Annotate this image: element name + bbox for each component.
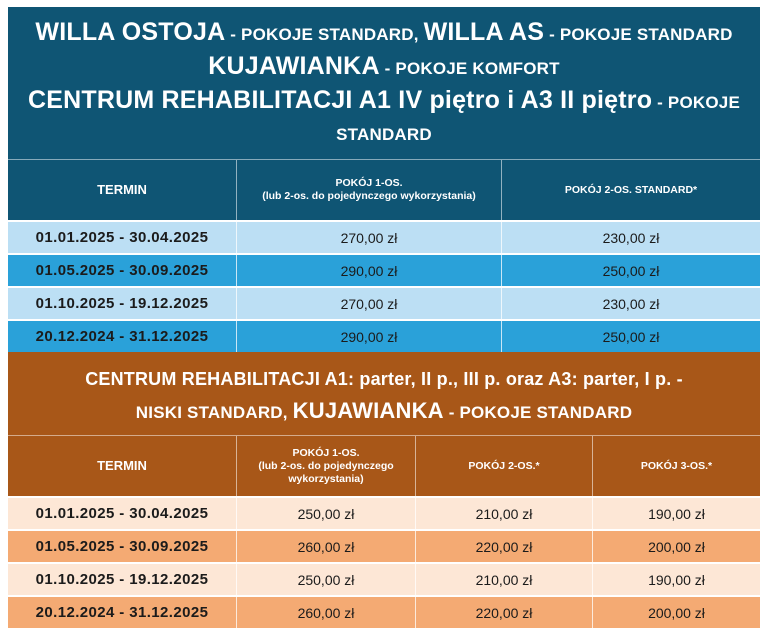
price-table-low-standard bbox=[8, 352, 760, 628]
table-row bbox=[8, 530, 760, 563]
table-row bbox=[8, 596, 760, 628]
termin-cell: 01.10.2025 - 19.12.2025 bbox=[8, 287, 237, 320]
price-cell: 220,00 zł bbox=[416, 596, 593, 628]
price-cell: 230,00 zł bbox=[502, 221, 761, 254]
header-termin: TERMIN bbox=[8, 436, 237, 498]
price-cell: 210,00 zł bbox=[416, 563, 593, 596]
price-cell: 270,00 zł bbox=[237, 287, 502, 320]
table-row bbox=[8, 287, 760, 320]
header-room-1: POKÓJ 1-OS. (lub 2-os. do pojedynczego wykorzystania) bbox=[237, 436, 416, 498]
title-fragment: - POKOJE STANDARD, bbox=[225, 25, 424, 44]
title-kujawianka: KUJAWIANKA bbox=[292, 398, 444, 423]
header-row bbox=[8, 160, 760, 222]
table-row bbox=[8, 221, 760, 254]
table-row bbox=[8, 254, 760, 287]
header-room-3: POKÓJ 3-OS.* bbox=[593, 436, 761, 498]
price-cell: 270,00 zł bbox=[237, 221, 502, 254]
termin-cell: 01.05.2025 - 30.09.2025 bbox=[8, 254, 237, 287]
price-cell: 210,00 zł bbox=[416, 497, 593, 530]
price-cell: 200,00 zł bbox=[593, 596, 761, 628]
header-room-1: POKÓJ 1-OS. (lub 2-os. do pojedynczego wykorzystania) bbox=[237, 160, 502, 222]
termin-cell: 01.01.2025 - 30.04.2025 bbox=[8, 221, 237, 254]
title-fragment: - POKOJE STANDARD bbox=[544, 25, 733, 44]
termin-cell: 01.10.2025 - 19.12.2025 bbox=[8, 563, 237, 596]
table-title bbox=[8, 352, 760, 436]
table-title bbox=[8, 7, 760, 160]
termin-cell: 20.12.2024 - 31.12.2025 bbox=[8, 596, 237, 628]
title-centrum-a1: CENTRUM REHABILITACJI A1: parter, II p., III p. oraz A3: parter, I p. - bbox=[85, 369, 683, 389]
price-cell: 260,00 zł bbox=[237, 596, 416, 628]
table-row bbox=[8, 497, 760, 530]
title-willa-ostoja: WILLA OSTOJA bbox=[35, 18, 226, 46]
title-willa-as: WILLA AS bbox=[423, 18, 545, 46]
title-fragment: - POKOJE STANDARD bbox=[336, 93, 740, 144]
price-cell: 290,00 zł bbox=[237, 320, 502, 352]
termin-cell: 01.01.2025 - 30.04.2025 bbox=[8, 497, 237, 530]
title-fragment: NISKI STANDARD, bbox=[135, 403, 293, 422]
header-room-2: POKÓJ 2-OS.* bbox=[416, 436, 593, 498]
title-centrum: CENTRUM REHABILITACJI A1 IV piętro i A3 II piętro bbox=[28, 86, 653, 114]
title-kujawianka: KUJAWIANKA bbox=[208, 52, 380, 80]
price-cell: 200,00 zł bbox=[593, 530, 761, 563]
title-fragment: - POKOJE KOMFORT bbox=[379, 59, 560, 78]
title-fragment: - POKOJE STANDARD bbox=[443, 403, 633, 422]
price-cell: 290,00 zł bbox=[237, 254, 502, 287]
price-cell: 250,00 zł bbox=[502, 320, 761, 352]
table-row bbox=[8, 563, 760, 596]
price-cell: 230,00 zł bbox=[502, 287, 761, 320]
termin-cell: 01.05.2025 - 30.09.2025 bbox=[8, 530, 237, 563]
price-cell: 190,00 zł bbox=[593, 497, 761, 530]
header-termin: TERMIN bbox=[8, 160, 237, 222]
price-cell: 250,00 zł bbox=[237, 563, 416, 596]
table-row bbox=[8, 320, 760, 352]
price-cell: 260,00 zł bbox=[237, 530, 416, 563]
price-cell: 190,00 zł bbox=[593, 563, 761, 596]
header-room-2: POKÓJ 2-OS. STANDARD* bbox=[502, 160, 761, 222]
price-cell: 250,00 zł bbox=[237, 497, 416, 530]
price-cell: 220,00 zł bbox=[416, 530, 593, 563]
price-cell: 250,00 zł bbox=[502, 254, 761, 287]
termin-cell: 20.12.2024 - 31.12.2025 bbox=[8, 320, 237, 352]
header-row bbox=[8, 436, 760, 498]
price-table-standard bbox=[8, 7, 760, 352]
